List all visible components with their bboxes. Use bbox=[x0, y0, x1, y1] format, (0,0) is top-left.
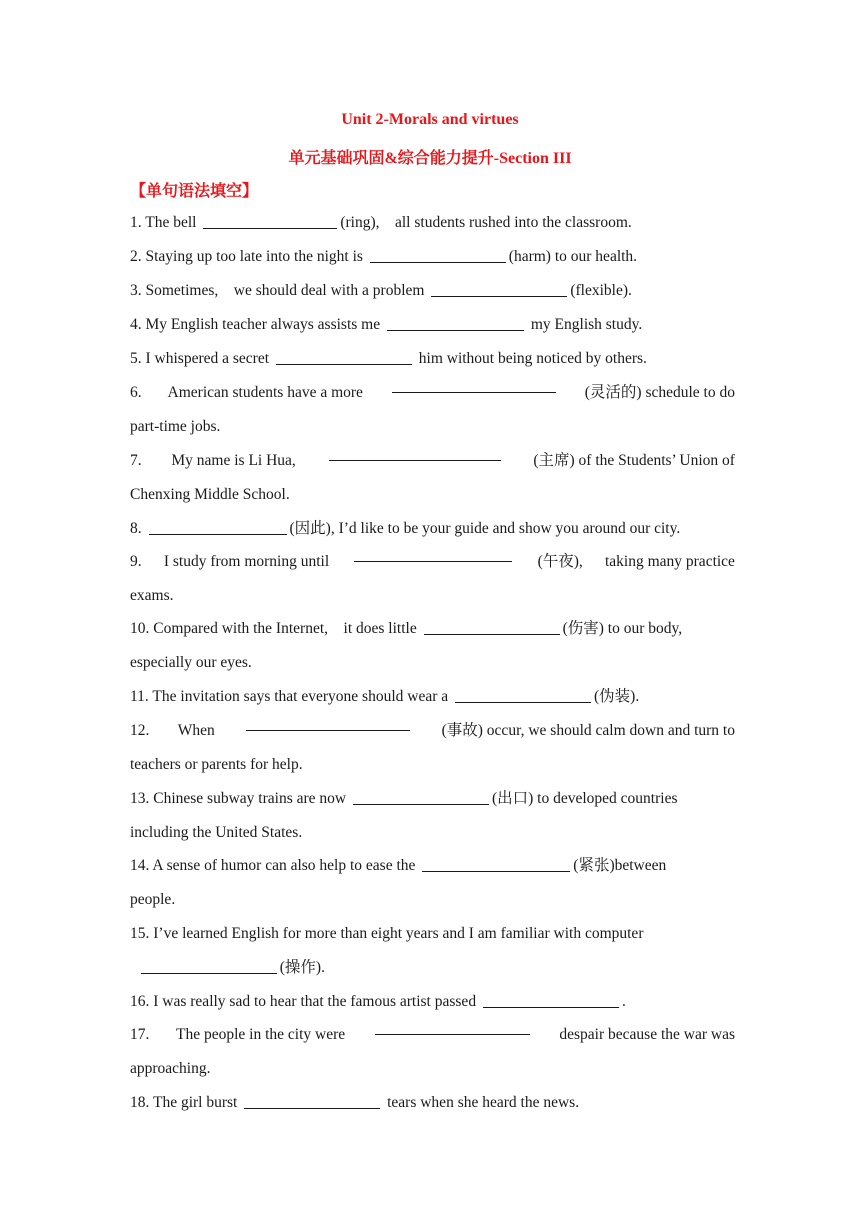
answer-blank[interactable] bbox=[141, 957, 277, 974]
answer-blank[interactable] bbox=[392, 376, 556, 393]
answer-blank[interactable] bbox=[203, 212, 337, 229]
question-17: 17. The people in the city were despair because the war was approaching. bbox=[130, 1018, 735, 1086]
unit-title: Unit 2-Morals and virtues bbox=[341, 111, 519, 128]
answer-blank[interactable] bbox=[387, 314, 524, 331]
question-6: 6. American students have a more (灵活的) schedule to do part-time jobs. bbox=[130, 376, 735, 444]
question-7: 7. My name is Li Hua, (主席) of the Students’ Union of Chenxing Middle School. bbox=[130, 444, 735, 512]
question-16: 16. I was really sad to hear that the famous artist passed . bbox=[130, 993, 626, 1010]
answer-blank[interactable] bbox=[246, 714, 410, 731]
answer-blank[interactable] bbox=[422, 855, 570, 872]
exercise-heading: 【单句语法填空】 bbox=[130, 183, 259, 200]
question-4: 4. My English teacher always assists me my English study. bbox=[130, 316, 643, 333]
section-subtitle: 单元基础巩固&综合能力提升-Section III bbox=[288, 150, 572, 167]
answer-blank[interactable] bbox=[375, 1018, 530, 1035]
answer-blank[interactable] bbox=[354, 545, 512, 562]
answer-blank[interactable] bbox=[276, 348, 412, 365]
question-15: 15. I’ve learned English for more than eight years and I am familiar with computer (操作). bbox=[130, 925, 644, 976]
question-5: 5. I whispered a secret him without being noticed by others. bbox=[130, 350, 647, 367]
question-18: 18. The girl burst tears when she heard the news. bbox=[130, 1094, 580, 1111]
question-14: 14. A sense of humor can also help to ease the (紧张)between people. bbox=[130, 857, 667, 908]
answer-blank[interactable] bbox=[483, 991, 619, 1008]
answer-blank[interactable] bbox=[431, 280, 567, 297]
answer-blank[interactable] bbox=[353, 788, 489, 805]
question-3: 3. Sometimes, we should deal with a problem (flexible). bbox=[130, 282, 632, 299]
question-8: 8. (因此), I’d like to be your guide and show you around our city. bbox=[130, 520, 681, 537]
answer-blank[interactable] bbox=[370, 246, 506, 263]
question-11: 11. The invitation says that everyone should wear a (伪装). bbox=[130, 688, 640, 705]
question-9: 9. I study from morning until (午夜), taking many practice exams. bbox=[130, 545, 735, 613]
answer-blank[interactable] bbox=[455, 686, 591, 703]
answer-blank[interactable] bbox=[329, 444, 501, 461]
question-1: 1. The bell (ring), all students rushed into the classroom. bbox=[130, 214, 632, 231]
question-10: 10. Compared with the Internet, it does little (伤害) to our body, especially our eyes. bbox=[130, 620, 683, 671]
answer-blank[interactable] bbox=[244, 1092, 380, 1109]
answer-blank[interactable] bbox=[149, 518, 287, 535]
question-2: 2. Staying up too late into the night is (harm) to our health. bbox=[130, 248, 638, 265]
answer-blank[interactable] bbox=[424, 618, 560, 635]
question-12: 12. When (事故) occur, we should calm down and turn to teachers or parents for help. bbox=[130, 714, 735, 782]
question-13: 13. Chinese subway trains are now (出口) to developed countries including the United States. bbox=[130, 790, 678, 841]
